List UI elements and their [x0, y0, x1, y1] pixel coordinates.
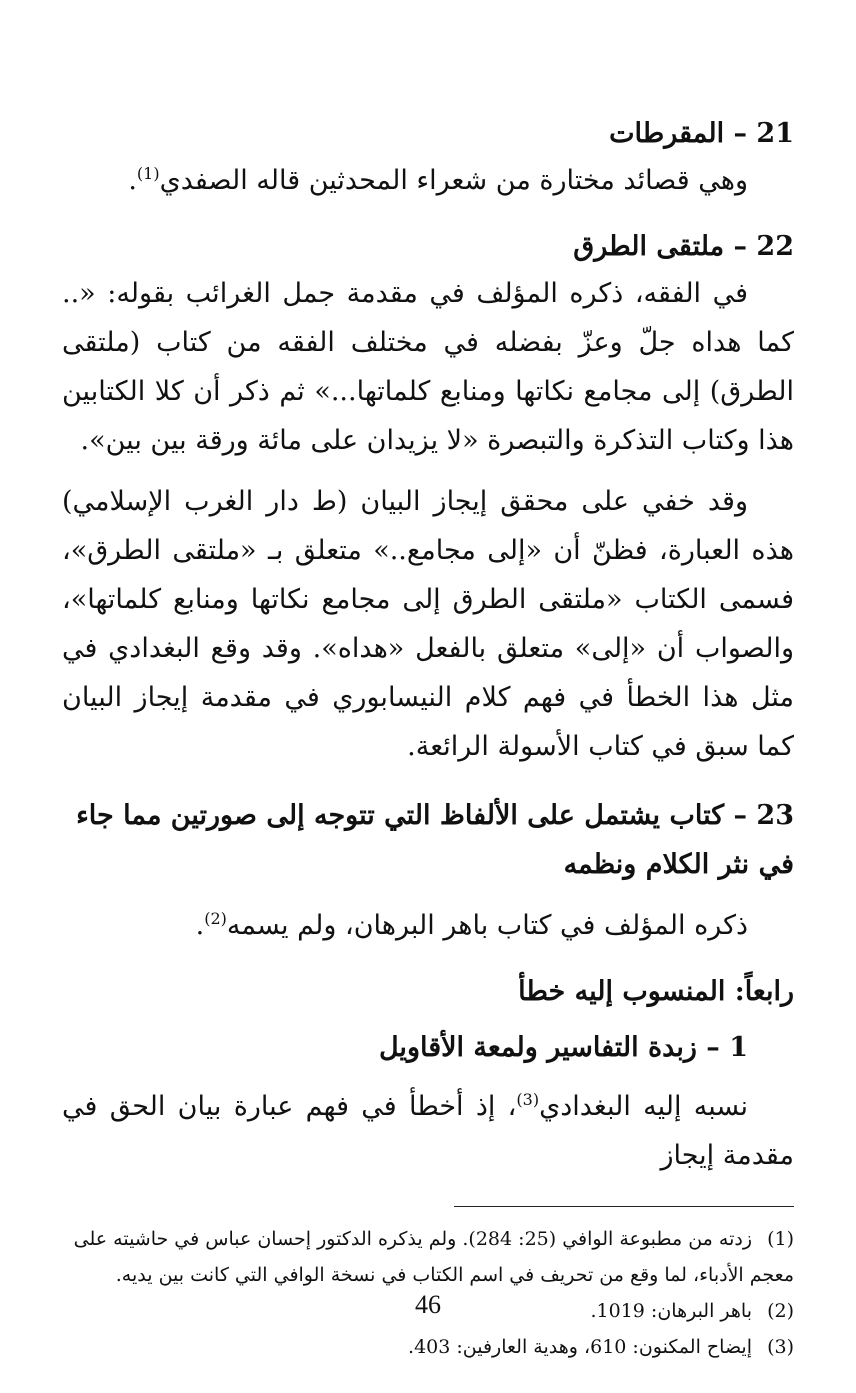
paragraph-4-1-text-b: ، إذ أخطأ في فهم عبارة بيان الحق في مقدمة إيجاز: [62, 1091, 794, 1171]
paragraph-4-1-text-a: نسبه إليه البغدادي: [539, 1091, 748, 1122]
paragraph-4-1: [62, 1082, 794, 1180]
footnote-3-number: (3): [767, 1336, 794, 1358]
paragraph-23: [62, 901, 794, 950]
section-heading-4: رابعاً: المنسوب إليه خطأ: [518, 976, 794, 1007]
footnote-ref-3[interactable]: (3): [516, 1090, 540, 1109]
paragraph-22-2: وقد خفي على محقق إيجاز البيان (ط دار الغرب الإسلامي) هذه العبارة، فظنّ أن «إلى مجامع..» متعلق بـ «ملتقى الطرق»، فسمى الكتاب «ملتقى الطرق إلى مجامع نكاتها ومنابع كلماتها»، والصواب أن «إلى» متعلق بالفعل «هداه». وقد وقع البغدادي في مثل هذا الخطأ في فهم كلام النيسابوري في مقدمة إيجاز البيان كما سبق في كتاب الأسولة الرائعة.: [62, 486, 794, 762]
footnote-2-number: (2): [767, 1300, 794, 1322]
paragraph-21: [62, 156, 794, 205]
heading-21: 21 – المقرطات: [609, 118, 794, 149]
footnote-separator: [454, 1206, 794, 1207]
footnote-2-text: باهر البرهان: 1019.: [590, 1300, 752, 1322]
heading-22: 22 – ملتقى الطرق: [573, 231, 794, 262]
paragraph-21-end: .: [128, 165, 137, 196]
footnote-3: [62, 1329, 794, 1365]
page-number: 46: [415, 1290, 441, 1319]
paragraph-21-text: وهي قصائد مختارة من شعراء المحدثين قاله الصفدي: [159, 165, 748, 196]
footnote-ref-1[interactable]: (1): [136, 164, 160, 183]
heading-23: 23 – كتاب يشتمل على الألفاظ التي تتوجه إلى صورتين مما جاء في نثر الكلام ونظمه: [76, 800, 794, 880]
heading-4-1: 1 – زبدة التفاسير ولمعة الأقاويل: [378, 1032, 748, 1063]
footnote-3-text: إيضاح المكنون: 610، وهدية العارفين: 403.: [408, 1336, 752, 1358]
footnote-1: [62, 1221, 794, 1293]
paragraph-23-text: ذكره المؤلف في كتاب باهر البرهان، ولم يسمه: [226, 910, 748, 941]
footnote-ref-2[interactable]: (2): [204, 909, 227, 928]
paragraph-22-1: في الفقه، ذكره المؤلف في مقدمة جمل الغرائب بقوله: «.. كما هداه جلّ وعزّ بفضله في مختلف الفقه من كتاب (ملتقى الطرق) إلى مجامع نكاتها ومنابع كلماتها...» ثم ذكر أن كلا الكتابين هذا وكتاب التذكرة والتبصرة «لا يزيدان على مائة ورقة بين بين».: [62, 278, 794, 456]
footnote-1-text: زدته من مطبوعة الوافي (25: 284). ولم يذكره الدكتور إحسان عباس في حاشيته على معجم الأدباء، لما وقع من تحريف في اسم الكتاب في نسخة الوافي التي كانت بين يديه.: [73, 1228, 794, 1286]
footnote-1-number: (1): [767, 1228, 794, 1250]
paragraph-23-end: .: [195, 910, 205, 941]
